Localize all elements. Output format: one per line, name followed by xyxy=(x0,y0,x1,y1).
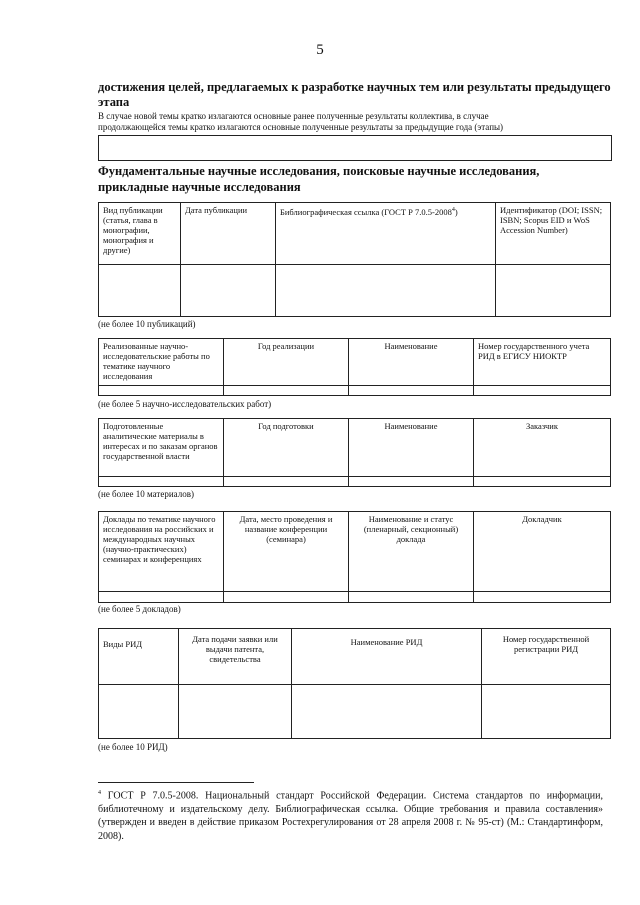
header-reports: Доклады по тематике научного исследования на российских и международных научных (научно-практических) семинарах и конференциях xyxy=(99,512,224,592)
header-material-name: Наименование xyxy=(349,419,474,477)
header-implementation-year: Год реализации xyxy=(224,339,349,386)
reports-table xyxy=(98,511,611,603)
table-cell[interactable] xyxy=(349,386,474,396)
footnote-text: ГОСТ Р 7.0.5-2008. Национальный стандарт Российской Федерации. Система стандартов по информации, библиотечному и издательскому делу. Библиографическая ссылка. Общие требования и правила составления» (утвержден и введен в действие приказом Ростехрегулирования от 28 апреля 2008 г. № 95-ст) (М.: Стандартинформ, 2008). xyxy=(98,790,603,842)
rid-limit-note: (не более 10 РИД) xyxy=(98,742,168,752)
footnote-number: 4 xyxy=(98,790,101,796)
table-cell[interactable] xyxy=(349,592,474,603)
footnote-divider xyxy=(98,782,254,783)
table-cell[interactable] xyxy=(224,386,349,396)
table-cell[interactable] xyxy=(224,477,349,487)
table-cell[interactable] xyxy=(474,592,611,603)
header-bibliographic-reference-text: Библиографическая ссылка (ГОСТ Р 7.0.5-2008 xyxy=(280,206,452,217)
header-rid-name: Наименование РИД xyxy=(292,629,482,685)
reports-limit-note: (не более 5 докладов) xyxy=(98,604,181,614)
table-cell[interactable] xyxy=(349,477,474,487)
header-research-works: Реализованные научно-исследовательские работы по тематике научного исследования xyxy=(99,339,224,386)
header-speaker: Докладчик xyxy=(474,512,611,592)
table-header-row xyxy=(99,419,611,477)
table-row xyxy=(99,592,611,603)
intro-text-line2: продолжающейся темы кратко излагаются основные полученные результаты за предыдущие года (этапы) xyxy=(98,122,504,132)
table-cell[interactable] xyxy=(179,685,292,739)
footnote-mark: 4 xyxy=(451,207,455,213)
header-publication-date: Дата публикации xyxy=(181,203,276,265)
materials-limit-note: (не более 10 материалов) xyxy=(98,489,194,499)
table-header-row xyxy=(99,512,611,592)
table-cell[interactable] xyxy=(99,265,181,317)
rid-table xyxy=(98,628,611,739)
header-registration-number: Номер государственного учета РИД в ЕГИСУ НИОКТР xyxy=(474,339,611,386)
table-header-row xyxy=(99,629,611,685)
footnote xyxy=(98,787,603,843)
table-cell[interactable] xyxy=(224,592,349,603)
table-cell[interactable] xyxy=(482,685,611,739)
intro-text-line1: В случае новой темы кратко излагаются основные ранее полученные результаты коллектива, в случае xyxy=(98,111,489,121)
research-limit-note: (не более 5 научно-исследовательских работ) xyxy=(98,399,272,409)
table-cell[interactable] xyxy=(99,592,224,603)
table-cell[interactable] xyxy=(276,265,496,317)
table-row xyxy=(99,386,611,396)
section-heading-line1: достижения целей, предлагаемых к разработке научных тем или результаты предыдущего xyxy=(98,80,611,94)
table-cell[interactable] xyxy=(474,386,611,396)
header-application-date: Дата подачи заявки или выдачи патента, свидетельства xyxy=(179,629,292,685)
header-state-registration-number: Номер государственной регистрации РИД xyxy=(482,629,611,685)
table-cell[interactable] xyxy=(99,685,179,739)
header-rid-types: Виды РИД xyxy=(99,629,179,685)
table-row xyxy=(99,685,611,739)
table-cell[interactable] xyxy=(99,477,224,487)
table-row xyxy=(99,477,611,487)
table-header-row xyxy=(99,339,611,386)
section2-heading-line1: Фундаментальные научные исследования, поисковые научные исследования, xyxy=(98,164,540,178)
table-cell[interactable] xyxy=(496,265,611,317)
research-works-table xyxy=(98,338,611,396)
header-analytical-materials: Подготовленные аналитические материалы в интересах и по заказам органов государственной власти xyxy=(99,419,224,477)
publications-table xyxy=(98,202,611,317)
section2-heading-line2: прикладные научные исследования xyxy=(98,180,301,194)
header-customer: Заказчик xyxy=(474,419,611,477)
header-identifier: Идентификатор (DOI; ISSN; ISBN; Scopus EID и WoS Accession Number) xyxy=(496,203,611,265)
section-heading-line2: этапа xyxy=(98,95,130,109)
analytical-materials-table xyxy=(98,418,611,487)
page-number: 5 xyxy=(316,42,324,58)
header-bibliographic-reference: Библиографическая ссылка (ГОСТ Р 7.0.5-2008$^4$) xyxy=(276,203,496,265)
header-research-name: Наименование xyxy=(349,339,474,386)
header-publication-type: Вид публикации (статья, глава в монографии, монография и другие) xyxy=(99,203,181,265)
table-cell[interactable] xyxy=(181,265,276,317)
header-conference-date-place: Дата, место проведения и название конференции (семинара) xyxy=(224,512,349,592)
results-text-field[interactable] xyxy=(98,135,612,161)
table-row xyxy=(99,265,611,317)
table-cell[interactable] xyxy=(474,477,611,487)
table-cell[interactable] xyxy=(99,386,224,396)
table-cell[interactable] xyxy=(292,685,482,739)
header-report-name-status: Наименование и статус (пленарный, секционный) доклада xyxy=(349,512,474,592)
table-header-row xyxy=(99,203,611,265)
header-preparation-year: Год подготовки xyxy=(224,419,349,477)
publications-limit-note: (не более 10 публикаций) xyxy=(98,319,196,329)
